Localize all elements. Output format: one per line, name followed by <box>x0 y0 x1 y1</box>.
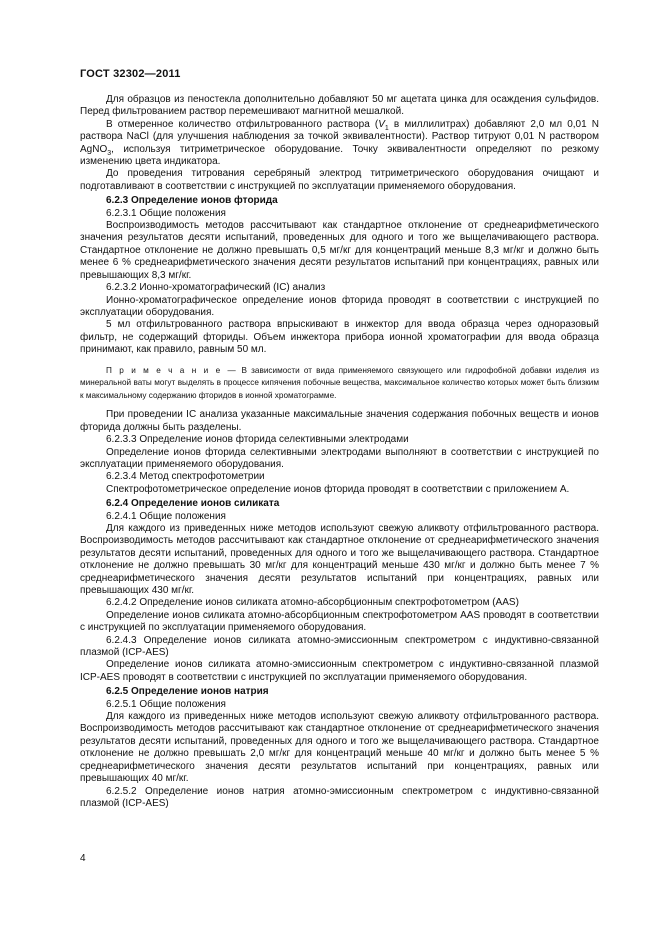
page-number: 4 <box>80 853 86 864</box>
subsection-heading: 6.2.3.1 Общие положения <box>106 207 226 219</box>
paragraph: При проведении IC анализа указанные максимальные значения содержания побочных веществ и ионов фторида должны быть разделены. <box>80 409 599 433</box>
subsection-heading: 6.2.3.3 Определение ионов фторида селективными электродами <box>106 434 409 446</box>
subsection-heading: 6.2.4.2 Определение ионов силиката атомно-абсорбционным спектрофотометром (AAS) <box>106 597 519 609</box>
paragraph: В отмеренное количество отфильтрованного раствора ($V_1$ в миллилитрах) добавляют 2,0 мл 0,01 N раствора NaCl (для улучшения наблюдения за точкой эквивалентности). Раствор титруют 0,01 N раствором AgNO$_3$, используя титриметрическое оборудование. Точку эквивалентности определяют по резкому изменению цвета индикатора. <box>80 118 599 168</box>
paragraph: Определение ионов силиката атомно-абсорбционным спектрофотометром AAS проводят в соответствии с инструкцией по эксплуатации применяемого оборудования. <box>80 609 599 634</box>
paragraph: До проведения титрования серебряный электрод титриметрического оборудования очищают и подготавливают в соответствии с инструкцией по эксплуатации применяемого оборудования. <box>80 168 599 192</box>
subsection-heading: 6.2.3.4 Метод спектрофотометрии <box>106 471 265 483</box>
paragraph: Спектрофотометрическое определение ионов фторида проводят в соответствии с приложением А. <box>106 483 570 495</box>
note-text: В зависимости от вида применяемого связующего или гидрофобной добавки изделия из минеральной ваты могут выделять в процессе кипячения побочные вещества, максимальное количество которых может быть близким к максимальному содержанию фторидов в ионной хроматограмме. <box>80 365 599 400</box>
subsection-heading: 6.2.3.2 Ионно-хроматографический (IC) анализ <box>106 282 326 294</box>
paragraph: 5 мл отфильтрованного раствора впрыскивают в инжектор для ввода образца через одноразовый фильтр, не содержащий фториды. Объем инжектора прибора ионной хроматографии для ввода образца принимают, как правило, равным 50 мл. <box>80 319 599 356</box>
paragraph: Для каждого из приведенных ниже методов используют свежую аликвоту отфильтрованного раствора. Воспроизводимость методов рассчитывают как стандартное отклонение от среднеарифметического значения результатов десяти испытаний, проведенных для одного и того же выщелачивающего раствора. Стандартное отклонение не должно превышать 2,0 мг/кг для концентраций меньше 40 мг/кг и должно быть менее 5 % среднеарифметического значения десяти результатов испытаний при концентрациях, равных или превышающих 40 мг/кг. <box>80 711 599 785</box>
section-heading: 6.2.4 Определение ионов силиката <box>106 498 280 510</box>
section-heading: 6.2.3 Определение ионов фторида <box>106 195 278 207</box>
paragraph: 6.2.5.2 Определение ионов натрия атомно-эмиссионным спектрометром с индуктивно-связанной плазмой (ICP-AES) <box>80 785 599 809</box>
paragraph: 6.2.4.3 Определение ионов силиката атомно-эмиссионным спектрометром с индуктивно-связанной плазмой (ICP-AES) <box>80 634 599 659</box>
section-heading: 6.2.5 Определение ионов натрия <box>106 686 269 698</box>
paragraph: Определение ионов фторида селективными электродами выполняют в соответствии с инструкцией по эксплуатации применяемого оборудования. <box>80 446 599 470</box>
document-body <box>80 94 599 810</box>
paragraph: Для образцов из пеностекла дополнительно добавляют 50 мг ацетата цинка для осаждения сульфидов. Перед фильтрованием раствор перемешивают магнитной мешалкой. <box>80 94 599 118</box>
document-header: ГОСТ 32302—2011 <box>80 68 181 80</box>
paragraph: Воспроизводимость методов рассчитывают как стандартное отклонение от среднеарифметического значения результатов десяти испытаний, проведенных для одного и того же выщелачивающего раствора. Стандартное отклонение не должно превышать 0,5 мг/кг для концентраций меньше 8,3 мг/кг и должно быть менее 6 % среднеарифметического значения десяти результатов испытаний при концентрациях, равных или превышающих 8,3 мг/кг. <box>80 220 599 281</box>
paragraph: Определение ионов силиката атомно-эмиссионным спектрометром с индуктивно-связанной плазмой ICP-AES проводят в соответствии с инструкцией по эксплуатации применяемого оборудования. <box>80 659 599 683</box>
subsection-heading: 6.2.4.1 Общие положения <box>106 510 226 522</box>
paragraph: Для каждого из приведенных ниже методов используют свежую аликвоту отфильтрованного раствора. Воспроизводимость методов рассчитывают как стандартное отклонение от среднеарифметического значения результатов десяти испытаний, проведенных для одного и того же выщелачивающего раствора. Стандартное отклонение не должно превышать 30 мг/кг для концентраций меньше 430 мг/кг и должно быть менее 7 % среднеарифметического значения десяти результатов испытаний при концентрациях, равных или превышающих 430 мг/кг. <box>80 522 599 596</box>
paragraph: Ионно-хроматографическое определение ионов фторида проводят в соответствии с инструкцией по эксплуатации оборудования. <box>80 294 599 318</box>
note <box>80 365 599 403</box>
note-label: П р и м е ч а н и е — <box>106 365 238 375</box>
subsection-heading: 6.2.5.1 Общие положения <box>106 698 226 710</box>
